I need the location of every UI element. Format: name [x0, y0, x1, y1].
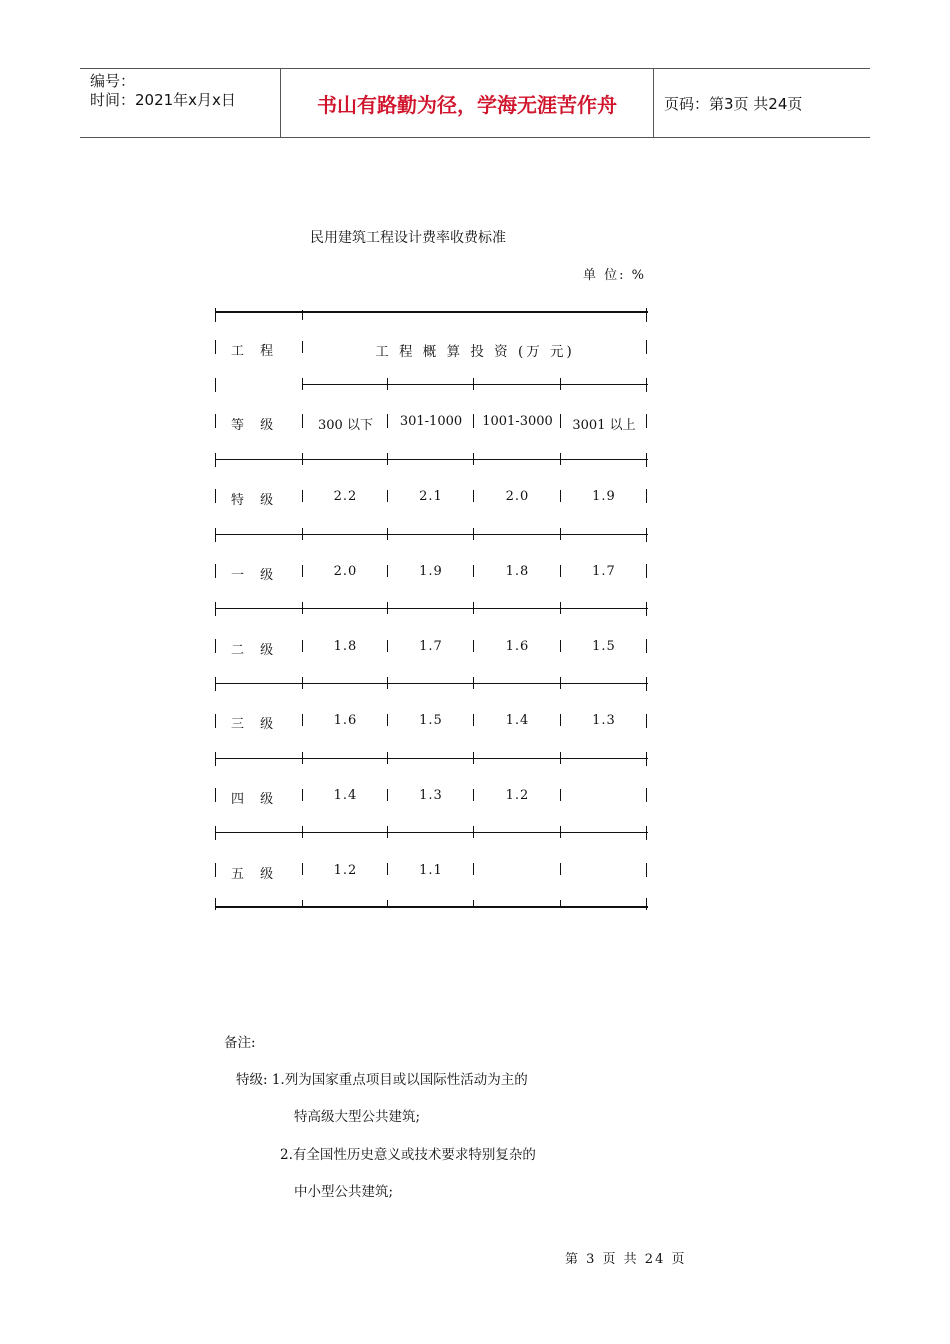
table-rule	[215, 459, 648, 460]
table-cell: 1.9	[592, 489, 616, 504]
grade-label: 三 级	[231, 717, 280, 732]
table-border-right	[646, 788, 647, 802]
col-divider	[387, 490, 388, 502]
col-divider	[387, 378, 388, 390]
col-divider	[560, 602, 561, 614]
col-divider	[302, 752, 303, 764]
table-border-left	[215, 677, 216, 691]
note-line: 2.有全国性历史意义或技术要求特别复杂的	[280, 1147, 536, 1163]
col-divider	[302, 602, 303, 614]
col-divider	[387, 900, 388, 908]
note-line: 特级: 1.列为国家重点项目或以国际性活动为主的	[236, 1072, 528, 1088]
col-divider	[560, 677, 561, 689]
col-divider	[302, 640, 303, 652]
col-divider	[560, 900, 561, 908]
table-border-right	[646, 564, 647, 578]
table-rule	[215, 608, 648, 609]
table-border-right	[646, 528, 647, 542]
col-divider	[387, 714, 388, 726]
table-border-left	[215, 826, 216, 840]
col-divider	[560, 565, 561, 577]
table-cell: 2.2	[333, 489, 358, 504]
table-rule	[215, 683, 648, 684]
table-cell: 1.9	[419, 564, 443, 579]
table-border-right	[646, 308, 647, 322]
col-divider	[473, 900, 474, 908]
table-border-left	[215, 898, 216, 910]
corner-header-top: 工 程	[231, 344, 280, 359]
table-border-right	[646, 489, 647, 503]
table-border-right	[646, 826, 647, 840]
table-cell: 1.6	[333, 713, 358, 728]
table-cell: 1.4	[333, 788, 358, 803]
note-line: 特高级大型公共建筑;	[294, 1109, 421, 1125]
table-border-left	[215, 863, 216, 877]
col-divider	[302, 900, 303, 908]
time-label: 时间：2021年x月x日	[90, 91, 236, 109]
col-divider	[302, 310, 303, 320]
table-cell: 1.1	[419, 863, 443, 878]
col-divider	[560, 752, 561, 764]
table-border-left	[215, 308, 216, 322]
table-cell: 1.5	[419, 713, 443, 728]
col-divider	[387, 528, 388, 540]
col-divider	[302, 826, 303, 838]
col-divider	[473, 528, 474, 540]
table-cell: 1.4	[505, 713, 530, 728]
page-footer: 第 3 页 共 24 页	[565, 1252, 687, 1267]
col-divider	[560, 528, 561, 540]
col-divider	[302, 714, 303, 726]
table-cell: 2.0	[505, 489, 530, 504]
col-divider	[302, 789, 303, 801]
column-header: 1001-3000	[482, 414, 553, 429]
col-divider	[473, 565, 474, 577]
col-divider	[560, 490, 561, 502]
table-border-right	[646, 714, 647, 728]
grade-label: 二 级	[231, 643, 280, 658]
table-border-right	[646, 863, 647, 877]
table-rule	[215, 534, 648, 535]
header-meta	[80, 69, 280, 137]
col-divider	[473, 863, 474, 875]
header-page-code: 页码：第3页 共24页	[664, 94, 803, 113]
col-divider	[473, 490, 474, 502]
table-border-right	[646, 677, 647, 691]
table-border-left	[215, 564, 216, 578]
col-divider	[473, 752, 474, 764]
grade-label: 特 级	[231, 493, 280, 508]
table-border-left	[215, 752, 216, 766]
table-cell: 1.3	[592, 713, 616, 728]
col-divider	[560, 826, 561, 838]
col-divider	[387, 414, 388, 428]
unit-label: 单 位: %	[583, 268, 646, 283]
col-divider	[387, 640, 388, 652]
table-border-right	[646, 414, 647, 428]
col-divider	[560, 414, 561, 428]
table-rule-top	[215, 311, 648, 313]
table-border-right	[646, 378, 647, 392]
table-rule-bottom	[215, 906, 648, 908]
table-cell: 1.3	[419, 788, 443, 803]
document-title: 民用建筑工程设计费率收费标准	[310, 230, 506, 246]
table-border-left	[215, 489, 216, 503]
col-divider	[473, 414, 474, 428]
column-header: 301-1000	[399, 414, 463, 429]
col-divider	[473, 640, 474, 652]
table-cell: 1.6	[505, 639, 530, 654]
number-label: 编号：	[90, 72, 136, 90]
table-cell: 2.0	[333, 564, 358, 579]
col-divider	[560, 789, 561, 801]
table-rule	[215, 832, 648, 833]
col-divider	[387, 453, 388, 465]
table-cell: 1.8	[333, 639, 358, 654]
table-border-left	[215, 602, 216, 616]
column-header: 300 以下	[318, 418, 373, 433]
table-border-left	[215, 714, 216, 728]
table-border-left	[215, 453, 216, 467]
table-cell: 1.5	[592, 639, 616, 654]
col-divider	[560, 640, 561, 652]
grade-label: 四 级	[231, 792, 280, 807]
table-cell: 1.7	[419, 639, 443, 654]
grade-label: 一 级	[231, 568, 280, 583]
col-divider	[560, 378, 561, 390]
column-header: 3001 以上	[572, 418, 636, 433]
col-divider	[302, 378, 303, 390]
group-header: 工 程 概 算 投 资 (万 元)	[375, 344, 575, 360]
header-motto: 书山有路勤为径，学海无涯苦作舟	[280, 69, 654, 137]
table-border-left	[215, 414, 216, 428]
page-header	[80, 68, 870, 138]
table-border-right	[646, 453, 647, 467]
col-divider	[473, 453, 474, 465]
table-border-right	[646, 752, 647, 766]
col-divider	[387, 863, 388, 875]
col-divider	[473, 826, 474, 838]
col-divider	[387, 752, 388, 764]
table-border-left	[215, 788, 216, 802]
col-divider	[302, 528, 303, 540]
col-divider	[473, 789, 474, 801]
col-divider	[560, 453, 561, 465]
fee-rate-table	[215, 308, 648, 910]
col-divider	[473, 677, 474, 689]
col-divider	[387, 602, 388, 614]
col-divider	[473, 602, 474, 614]
note-line: 中小型公共建筑;	[294, 1184, 394, 1200]
table-border-left	[215, 528, 216, 542]
col-divider	[302, 677, 303, 689]
table-cell: 1.7	[592, 564, 616, 579]
col-divider	[387, 565, 388, 577]
col-divider	[560, 863, 561, 875]
col-divider	[560, 714, 561, 726]
col-divider	[302, 453, 303, 465]
table-border-right	[646, 602, 647, 616]
table-cell: 1.2	[505, 788, 530, 803]
table-rule-group	[302, 384, 648, 385]
col-divider	[387, 826, 388, 838]
table-cell: 2.1	[419, 489, 443, 504]
grade-label: 五 级	[231, 867, 280, 882]
col-divider	[473, 714, 474, 726]
table-cell: 1.2	[333, 863, 358, 878]
table-border-left	[215, 378, 216, 392]
col-divider	[473, 378, 474, 390]
col-divider	[302, 414, 303, 428]
col-divider	[302, 863, 303, 875]
col-divider	[302, 490, 303, 502]
notes-heading: 备注:	[224, 1035, 256, 1051]
col-divider	[387, 789, 388, 801]
table-border-right	[646, 898, 647, 910]
table-border-left	[215, 639, 216, 653]
table-cell: 1.8	[505, 564, 530, 579]
col-divider	[302, 565, 303, 577]
table-rule	[215, 758, 648, 759]
table-border-left	[215, 340, 216, 354]
table-border-right	[646, 639, 647, 653]
col-divider	[387, 677, 388, 689]
corner-header-bottom: 等 级	[231, 418, 280, 433]
